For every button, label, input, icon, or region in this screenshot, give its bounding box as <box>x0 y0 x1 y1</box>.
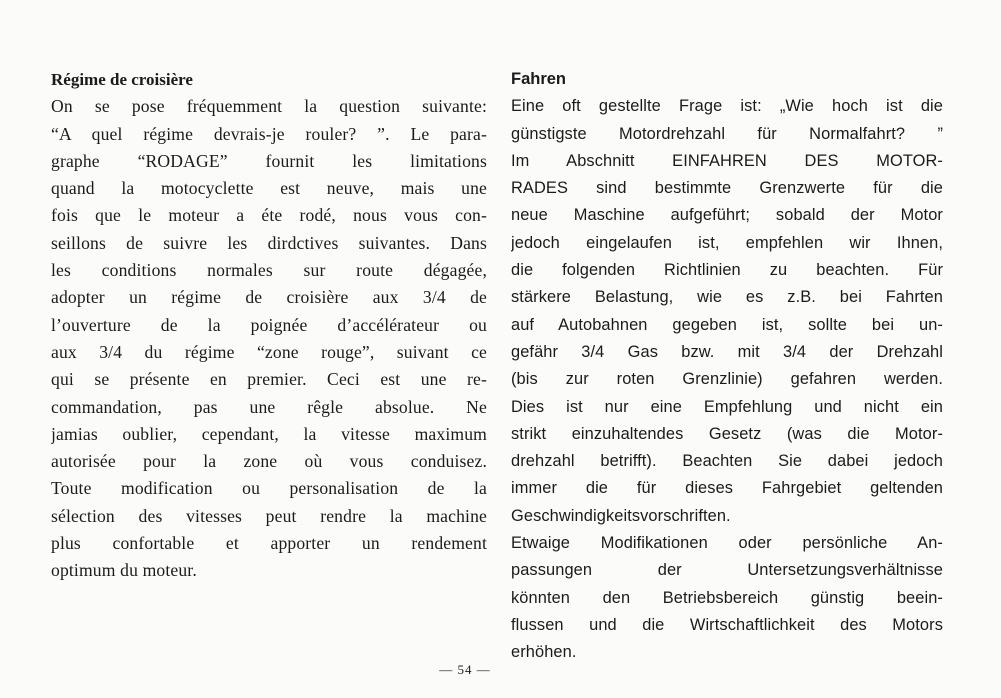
page-number: — 54 — <box>439 662 491 677</box>
german-line: Dies ist nur eine Empfehlung und nicht ein <box>511 397 943 416</box>
french-line: qui se présente en premier. Ceci est une re- <box>51 369 487 390</box>
german-column <box>511 66 943 667</box>
french-line: seillons de suivre les dirdctives suivantes. Dans <box>51 232 487 253</box>
french-heading: Régime de croisière <box>51 70 193 89</box>
german-line: erhöhen. <box>511 643 577 662</box>
french-line: jamias oublier, cependant, la vitesse maximum <box>51 423 487 444</box>
french-paragraph <box>51 93 487 584</box>
french-line: fois que le moteur a éte rodé, nous vous con- <box>51 205 487 226</box>
german-line: stärkere Belastung, wie es z.B. bei Fahrten <box>511 288 943 307</box>
german-line: Im Abschnitt EINFAHREN DES MOTOR- <box>511 151 943 170</box>
french-line: On se pose fréquemment la question suivante: <box>51 96 487 117</box>
french-line: Toute modification ou personalisation de la <box>51 478 487 499</box>
german-line: könnten den Betriebsbereich günstig beein- <box>511 588 943 607</box>
german-line: (bis zur roten Grenzlinie) gefahren werden. <box>511 370 943 389</box>
german-line: drehzahl betrifft). Beachten Sie dabei jedoch <box>511 452 943 471</box>
french-line: autorisée pour la zone où vous conduisez. <box>51 451 487 472</box>
french-line: graphe “RODAGE” fournit les limitations <box>51 150 487 171</box>
french-line: optimum du moteur. <box>51 560 197 581</box>
french-line: aux 3/4 du régime “zone rouge”, suivant ce <box>51 341 487 362</box>
french-column <box>51 66 487 585</box>
german-line: gefähr 3/4 Gas bzw. mit 3/4 der Drehzahl <box>511 342 943 361</box>
german-line: neue Maschine aufgeführt; sobald der Motor <box>511 206 943 225</box>
german-line: strikt einzuhaltendes Gesetz (was die Motor- <box>511 424 943 443</box>
french-line: quand la motocyclette est neuve, mais une <box>51 178 487 199</box>
german-line: die folgenden Richtlinien zu beachten. Für <box>511 261 943 280</box>
french-line: sélection des vitesses peut rendre la machine <box>51 505 487 526</box>
german-line: günstigste Motordrehzahl für Normalfahrt? ” <box>511 124 943 143</box>
french-line: “A quel régime devrais-je rouler? ”. Le para- <box>51 123 487 144</box>
french-line: adopter un régime de croisière aux 3/4 de <box>51 287 487 308</box>
german-paragraph <box>511 93 943 666</box>
german-line: auf Autobahnen gegeben ist, sollte bei un- <box>511 315 943 334</box>
french-line: les conditions normales sur route dégagée, <box>51 260 487 281</box>
german-line: Etwaige Modifikationen oder persönliche An- <box>511 534 943 553</box>
german-line: Eine oft gestellte Frage ist: „Wie hoch ist die <box>511 97 943 116</box>
german-line: immer die für dieses Fahrgebiet geltenden <box>511 479 943 498</box>
german-line: flussen und die Wirtschaftlichkeit des Motors <box>511 615 943 634</box>
french-line: l’ouverture de la poignée d’accélérateur ou <box>51 314 487 335</box>
german-line: jedoch eingelaufen ist, empfehlen wir Ihnen, <box>511 233 943 252</box>
german-heading: Fahren <box>511 70 567 88</box>
french-line: commandation, pas une rêgle absolue. Ne <box>51 396 487 417</box>
german-line: Geschwindigkeitsvorschriften. <box>511 506 731 525</box>
german-line: passungen der Untersetzungsverhältnisse <box>511 561 943 580</box>
french-line: plus confortable et apporter un rendement <box>51 533 487 554</box>
german-line: RADES sind bestimmte Grenzwerte für die <box>511 179 943 198</box>
